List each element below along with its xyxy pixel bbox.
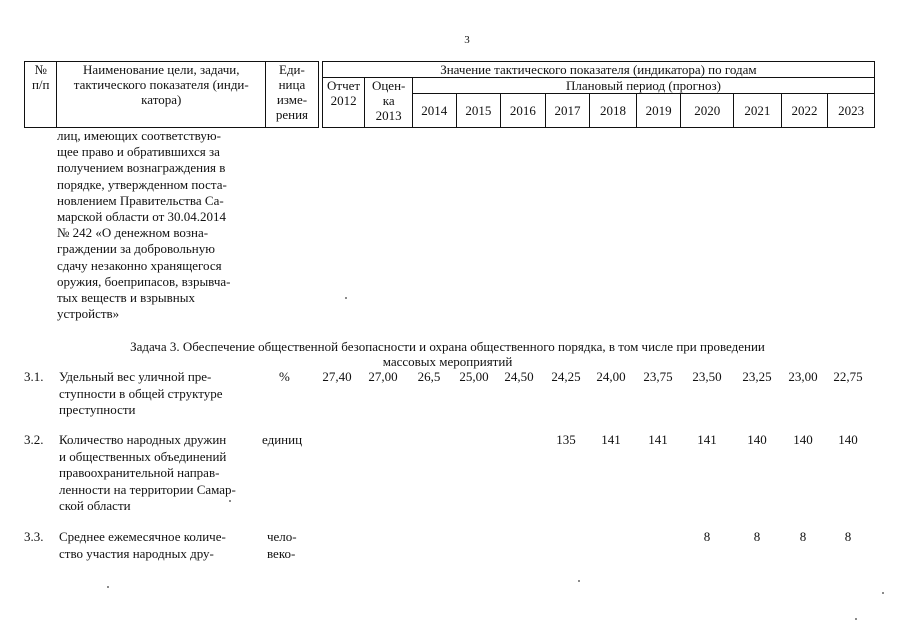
estimate-2013-header: Оцен- ка 2013 bbox=[365, 78, 413, 128]
value-2022: 23,00 bbox=[788, 369, 818, 384]
year-header: 2022 bbox=[781, 94, 828, 128]
values-title-header: Значение тактического показателя (индикатора) по годам bbox=[322, 62, 874, 78]
year-header: 2021 bbox=[734, 94, 782, 128]
year-header: 2015 bbox=[456, 94, 501, 128]
scan-speck bbox=[882, 592, 884, 594]
value-2015: 25,00 bbox=[459, 369, 489, 384]
col-name-header: Наименование цели, задачи, тактического показателя (инди- катора) bbox=[57, 62, 266, 128]
scan-speck bbox=[855, 618, 857, 620]
value-2016: 24,50 bbox=[504, 369, 534, 384]
value-2019: 141 bbox=[648, 432, 668, 447]
value-2020: 141 bbox=[697, 432, 717, 447]
table-row bbox=[0, 369, 905, 419]
value-2023: 8 bbox=[844, 529, 852, 544]
indicator-name: Количество народных дружин и общественных объединений правоохранительной направ- ленности на территории Самар- ской области bbox=[59, 432, 236, 513]
scan-speck bbox=[229, 500, 231, 502]
year-header: 2016 bbox=[501, 94, 546, 128]
value-2021: 8 bbox=[753, 529, 761, 544]
value-2023: 140 bbox=[838, 432, 858, 447]
value-2020: 23,50 bbox=[692, 369, 722, 384]
value-2012: 27,40 bbox=[322, 369, 352, 384]
value-2019: 23,75 bbox=[643, 369, 673, 384]
value-2014: 26,5 bbox=[417, 369, 441, 384]
value-2017: 24,25 bbox=[551, 369, 581, 384]
value-2022: 140 bbox=[793, 432, 813, 447]
plan-period-header: Плановый период (прогноз) bbox=[412, 78, 874, 94]
row-number: 3.3. bbox=[24, 529, 44, 544]
scan-speck bbox=[107, 586, 109, 588]
value-2020: 8 bbox=[703, 529, 711, 544]
scan-speck bbox=[345, 297, 347, 299]
value-2018: 141 bbox=[601, 432, 621, 447]
task-3-heading: Задача 3. Обеспечение общественной безопасности и охрана общественного порядка, в том числе при проведении массовых мероприятий bbox=[130, 339, 765, 369]
year-header: 2018 bbox=[590, 94, 637, 128]
unit: единиц bbox=[262, 432, 303, 447]
year-header: 2020 bbox=[681, 94, 734, 128]
table-row bbox=[0, 529, 905, 569]
row-number: 3.2. bbox=[24, 432, 44, 447]
unit: чело- веко- bbox=[267, 529, 297, 561]
page-number: 3 bbox=[464, 34, 470, 46]
year-header: 2023 bbox=[828, 94, 875, 128]
unit: % bbox=[279, 369, 290, 384]
col-unit-header: Еди- ница изме- рения bbox=[266, 62, 319, 128]
table-row bbox=[0, 432, 905, 512]
value-2018: 24,00 bbox=[596, 369, 626, 384]
header-table bbox=[24, 61, 875, 128]
col-num-header: № п/п bbox=[25, 62, 57, 128]
value-2023: 22,75 bbox=[833, 369, 863, 384]
indicator-name: Среднее ежемесячное количе- ство участия народных дру- bbox=[59, 529, 226, 561]
year-header: 2019 bbox=[636, 94, 681, 128]
continued-indicator-text: лиц, имеющих соответствую- щее право и обратившихся за получением вознаграждения в порядке, утвержденном поста- новлением Правительства Са- марской области от 30.04.2014 № 242 «О денежном возна- граждении за добровольную сдачу незаконно хранящегося оружия, боеприпасов, взрывча- тых веществ и взрывных устройств» bbox=[57, 128, 231, 322]
indicator-name: Удельный вес уличной пре- ступности в общей структуре преступности bbox=[59, 369, 223, 417]
row-number: 3.1. bbox=[24, 369, 44, 384]
value-2013: 27,00 bbox=[368, 369, 398, 384]
scan-speck bbox=[578, 580, 580, 582]
value-2021: 140 bbox=[747, 432, 767, 447]
value-2022: 8 bbox=[799, 529, 807, 544]
value-2017: 135 bbox=[556, 432, 576, 447]
year-header: 2014 bbox=[412, 94, 456, 128]
value-2021: 23,25 bbox=[742, 369, 772, 384]
report-2012-header: Отчет 2012 bbox=[322, 78, 365, 128]
year-header: 2017 bbox=[545, 94, 590, 128]
